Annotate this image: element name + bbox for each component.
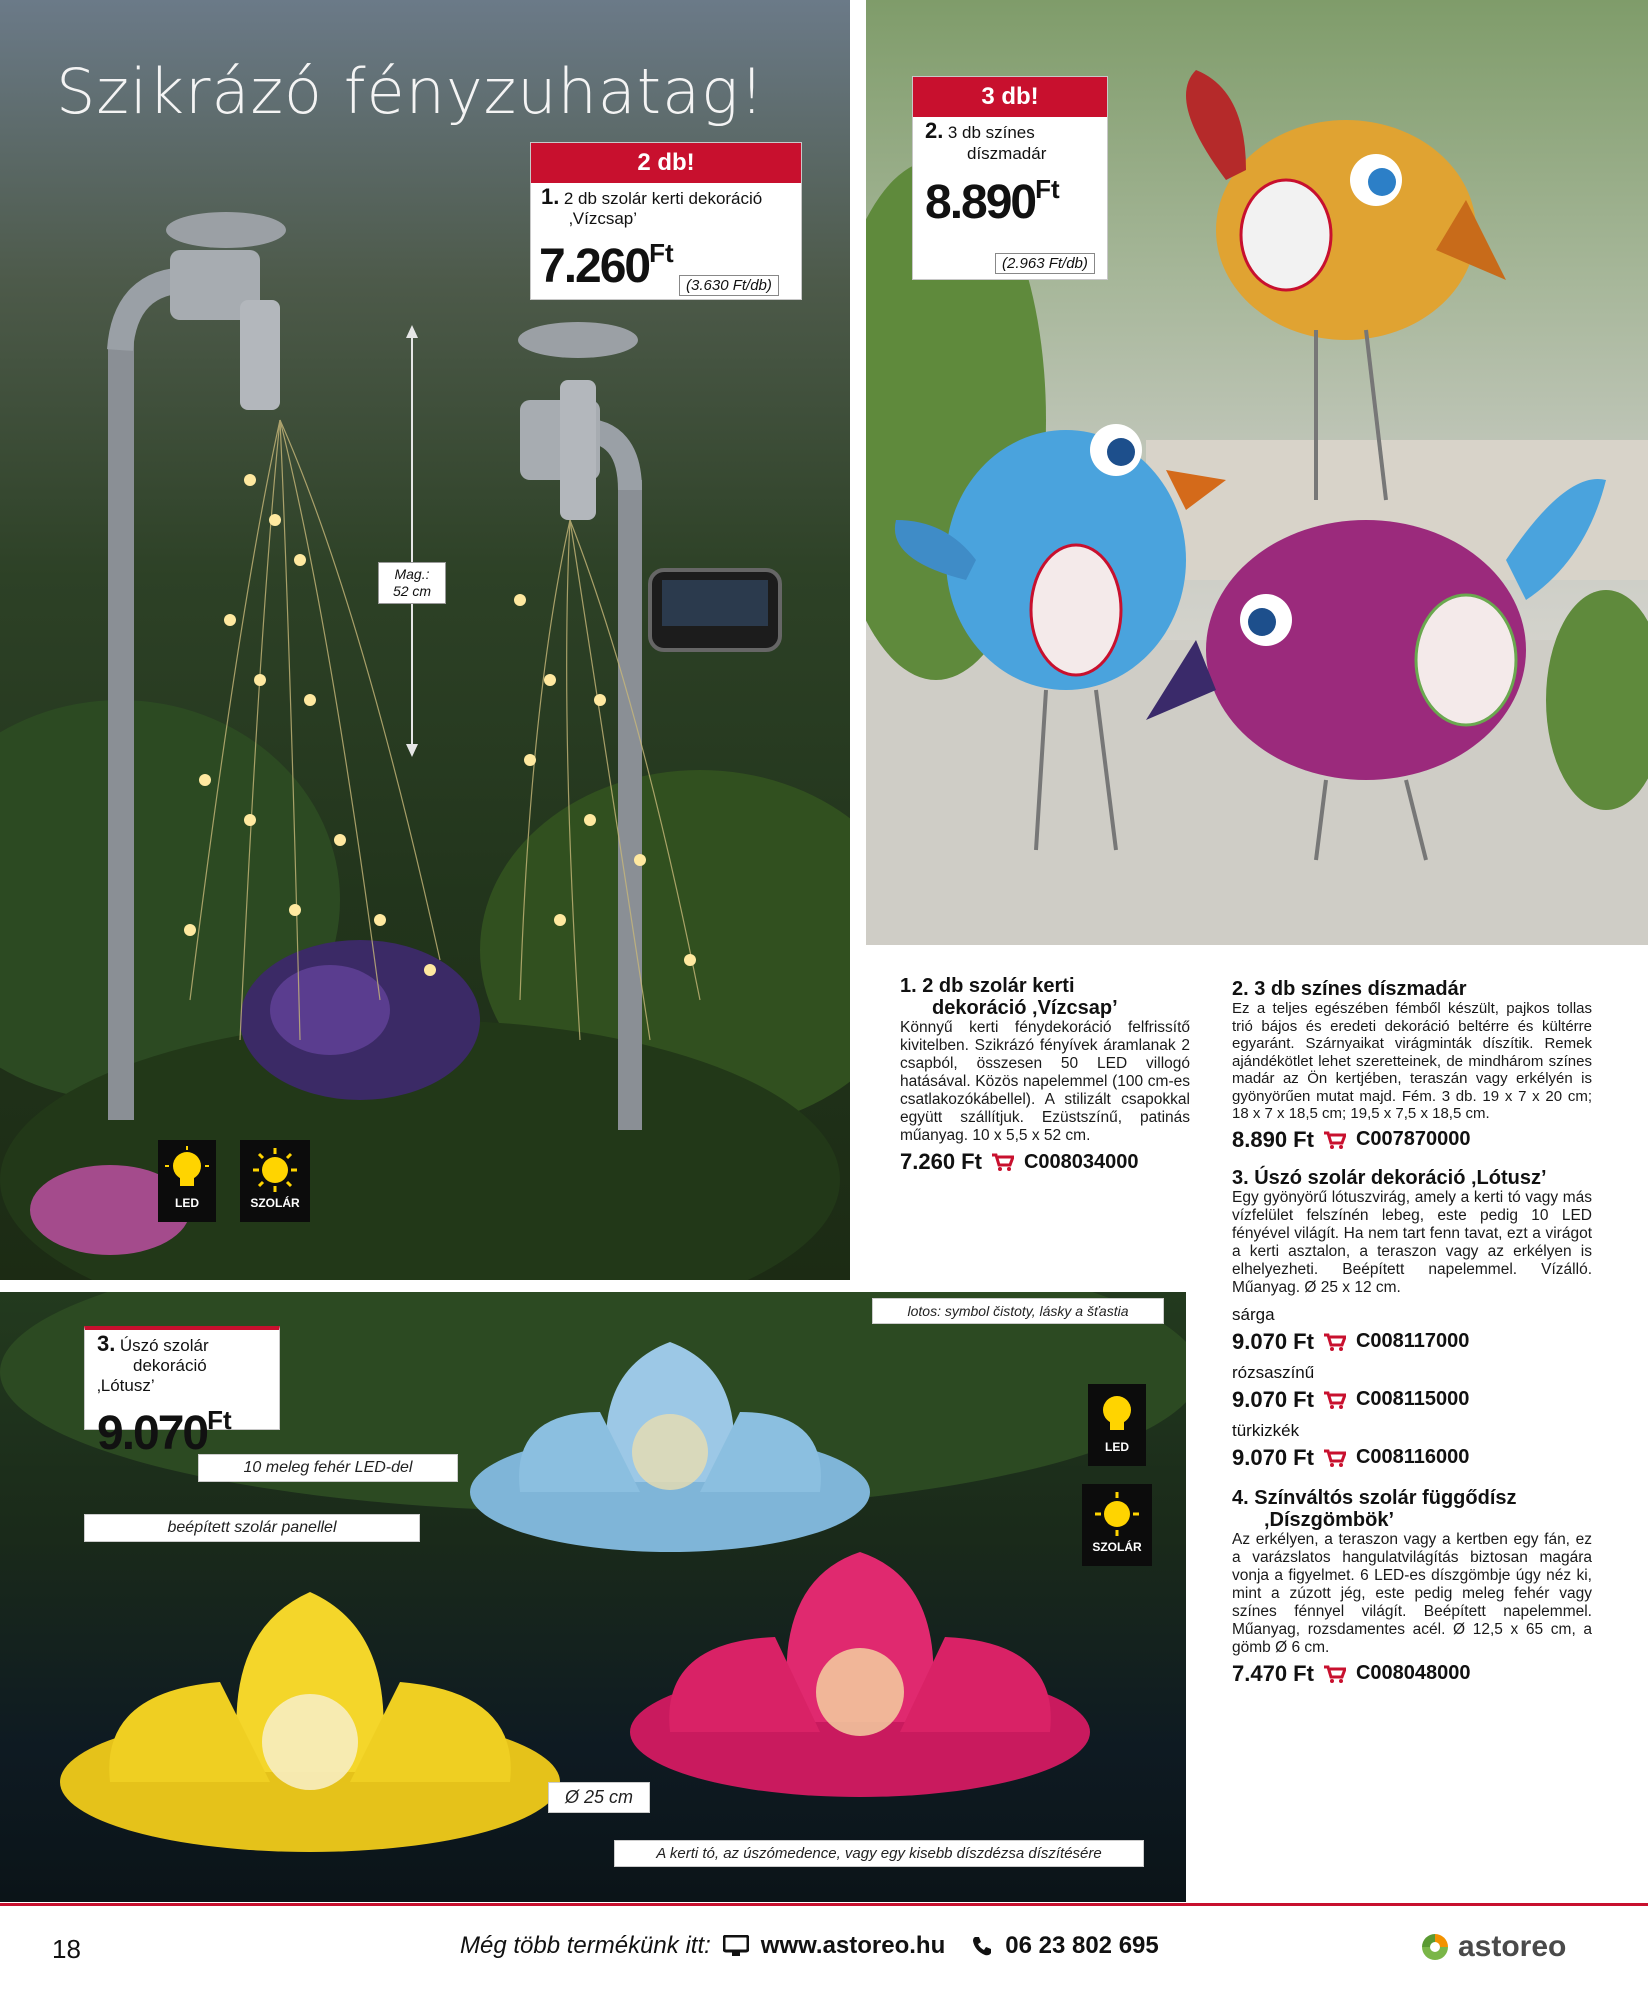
price-box-1-badge: 2 db! [531, 143, 801, 183]
cart-icon [1324, 1665, 1346, 1683]
product-2-price-line [1232, 1127, 1592, 1153]
footer-phone-link[interactable]: 06 23 802 695 [1005, 1932, 1159, 1959]
product-1-text: Könnyű kerti fénydekoráció felfrissítő kivitelben. Szikrázó fényívek áramlanak 2 csapból, összesen 50 LED villogó hatásával. Közös napelemmel (100 cm-es csatlakozókábellel). A stilizált csapokkal együtt szállítjuk. Ezüstszínű, patinás műanyag. 10 x 5,5 x 52 cm. [900, 1019, 1190, 1144]
price-box-3-currency: Ft [207, 1405, 232, 1435]
price-box-3-amount: 9.070 [97, 1407, 208, 1460]
product-2-text: Ez a teljes egészében fémből készült, pajkos tollas trió bájos és eredeti dekoráció beltérre és kültérre egyaránt. Szárnyaikat virágminták díszítik. Remek ajándékötlet lehet szeretteinek, de mindhárom színes madár az Ön kertjében, teraszán vagy erkélyén is gyönyörűen mutat majd. Fém. 3 db. 19 x 7 x 20 cm; 18 x 7 x 18,5 cm; 19,5 x 7,5 x 18,5 cm. [1232, 1000, 1592, 1122]
product-2-price: 8.890 Ft [1232, 1126, 1314, 1152]
lotus-led-badge [1088, 1384, 1146, 1466]
product-2-code: C007870000 [1355, 1128, 1471, 1150]
product-2-description [1232, 978, 1592, 1687]
lotus-tag-use: A kerti tó, az úszómedence, vagy egy kisebb díszdézsa díszítésére [614, 1840, 1144, 1867]
page-number: 18 [52, 1934, 81, 1964]
product-1-price: 7.260 Ft [900, 1149, 982, 1174]
product-4-title-2: ‚Díszgömbök’ [1264, 1508, 1395, 1531]
product-3-description [1232, 1167, 1592, 1471]
product-3-variant-3-price: 9.070 Ft [1232, 1444, 1314, 1470]
price-box-2-currency: Ft [1035, 174, 1060, 204]
bulb-icon [1095, 1390, 1139, 1438]
product-3-variant-3 [1232, 1445, 1592, 1471]
monitor-icon [723, 1935, 749, 1957]
product-3-variant-1-price: 9.070 Ft [1232, 1328, 1314, 1354]
sun-icon [1092, 1490, 1142, 1538]
footer-more-label: Még több termékünk itt: [460, 1932, 711, 1959]
led-badge-label: LED [175, 1196, 199, 1210]
price-box-1 [530, 142, 802, 300]
price-box-3-number: 3. [97, 1331, 116, 1356]
product-3-variant-1-code: C008117000 [1355, 1330, 1470, 1352]
brand-logo [1420, 1930, 1566, 1964]
astoreo-logo-icon [1420, 1932, 1450, 1962]
product-4-title-1: 4. Színváltós szolár függődísz [1232, 1486, 1517, 1509]
price-box-2-title-2: díszmadár [967, 144, 1047, 163]
lotus-tag-solar: beépített szolár panellel [84, 1514, 420, 1542]
solar-badge [240, 1140, 310, 1222]
product-4-description [1232, 1487, 1592, 1687]
price-box-2-number: 2. [925, 118, 944, 143]
brand-name: astoreo [1458, 1930, 1567, 1963]
price-box-2-amount: 8.890 [925, 176, 1036, 229]
lotus-led-badge-label: LED [1105, 1440, 1129, 1454]
price-box-1-number: 1. [541, 184, 560, 209]
product-3-variant-2-price: 9.070 Ft [1232, 1386, 1314, 1412]
cart-icon [1324, 1131, 1346, 1149]
lotus-tag-diameter: Ø 25 cm [548, 1782, 650, 1813]
price-box-1-currency: Ft [649, 238, 674, 268]
price-box-1-title-2: ‚Vízcsap’ [569, 209, 638, 228]
product-3-variant-2 [1232, 1387, 1592, 1413]
lotus-tag-symbol: lotos: symbol čistoty, lásky a šťastia [872, 1298, 1164, 1324]
product-3-title-1: 3. Úszó szolár dekoráció ‚Lótusz’ [1232, 1166, 1547, 1189]
lotus-solar-badge [1082, 1484, 1152, 1566]
product-2-title-1: 2. 3 db színes díszmadár [1232, 978, 1467, 1000]
height-label-line1: Mag.: [394, 566, 430, 582]
footer-website-link[interactable]: www.astoreo.hu [760, 1932, 946, 1959]
lotus-solar-badge-label: SZOLÁR [1092, 1540, 1142, 1554]
price-box-1-amount: 7.260 [539, 240, 650, 293]
price-box-2 [912, 76, 1108, 280]
product-3-text: Egy gyönyörű lótuszvirág, amely a kerti tó vagy más vízfelület felszínén lebeg, este pedig 10 LED fényével világít. Ha nem tart fenn tavat, ezt a virágot a kerti asztalon, a teraszon vagy az erkélyen is elhelyezheti. Beépített napelemmel. Vízálló. Műanyag. Ø 25 x 12 cm. [1232, 1188, 1592, 1296]
product-4-code: C008048000 [1355, 1662, 1471, 1684]
product-4-price-line [1232, 1661, 1592, 1687]
product-3-variant-2-code: C008115000 [1355, 1388, 1470, 1410]
price-box-2-badge: 3 db! [913, 77, 1107, 117]
product-1-code: C008034000 [1023, 1150, 1139, 1173]
product-3-variant-2-name: rózsaszínű [1232, 1362, 1315, 1382]
price-box-2-price [913, 165, 1107, 227]
cart-icon [1324, 1449, 1346, 1467]
product-1-description [900, 975, 1190, 1175]
price-box-2-unit-price: (2.963 Ft/db) [995, 253, 1095, 274]
cart-icon [1324, 1333, 1346, 1351]
product-1-title-1: 1. 2 db szolár kerti [900, 975, 1075, 997]
led-badge [158, 1140, 216, 1222]
sun-icon [250, 1146, 300, 1194]
product-3-variant-3-code: C008116000 [1355, 1446, 1470, 1468]
product-3-variant-1 [1232, 1329, 1592, 1355]
product-4-text: Az erkélyen, a teraszon vagy a kertben egy fán, ez a varázslatos hangulatvilágítás biztosan magára vonja a figyelmet. 6 LED-es díszgömbje úgy néz ki, mint a zúzott jég, este pedig meleg fehér vagy színes fénnyel világít. Beépített napelemmel. Műanyag, rozsdamentes acél. Ø 12,5 x 65 cm, a gömb Ø 6 cm. [1232, 1530, 1592, 1656]
page-headline: Szikrázó fényzuhatag! [56, 55, 766, 128]
product-1-price-line [900, 1149, 1190, 1175]
product-3-variant-3-name: türkizkék [1232, 1420, 1300, 1440]
price-box-3-price [85, 1396, 279, 1458]
phone-icon [971, 1935, 993, 1957]
product-1-title-2: dekoráció ‚Vízcsap’ [932, 997, 1118, 1019]
lotus-tag-led: 10 meleg fehér LED-del [198, 1454, 458, 1482]
price-box-2-title-1: 3 db színes [947, 123, 1035, 142]
product-4-price: 7.470 Ft [1232, 1660, 1314, 1686]
height-label-line2: 52 cm [392, 583, 432, 599]
bulb-icon [165, 1146, 209, 1194]
price-box-1-title-1: 2 db szolár kerti dekoráció [563, 189, 763, 208]
product-3-variant-1-name: sárga [1232, 1304, 1275, 1324]
page-footer [0, 1903, 1648, 2000]
price-box-3 [84, 1326, 280, 1460]
cart-icon [1324, 1391, 1346, 1409]
price-box-3-title-1: Úszó szolár [119, 1336, 209, 1355]
solar-badge-label: SZOLÁR [250, 1196, 300, 1210]
footer-contact [460, 1932, 1159, 1960]
price-box-1-unit-price: (3.630 Ft/db) [679, 275, 779, 296]
height-label [378, 562, 446, 604]
footer-divider [0, 1903, 1648, 1906]
cart-icon [992, 1153, 1014, 1171]
price-box-3-title-2: dekoráció ‚Lótusz’ [97, 1356, 207, 1395]
